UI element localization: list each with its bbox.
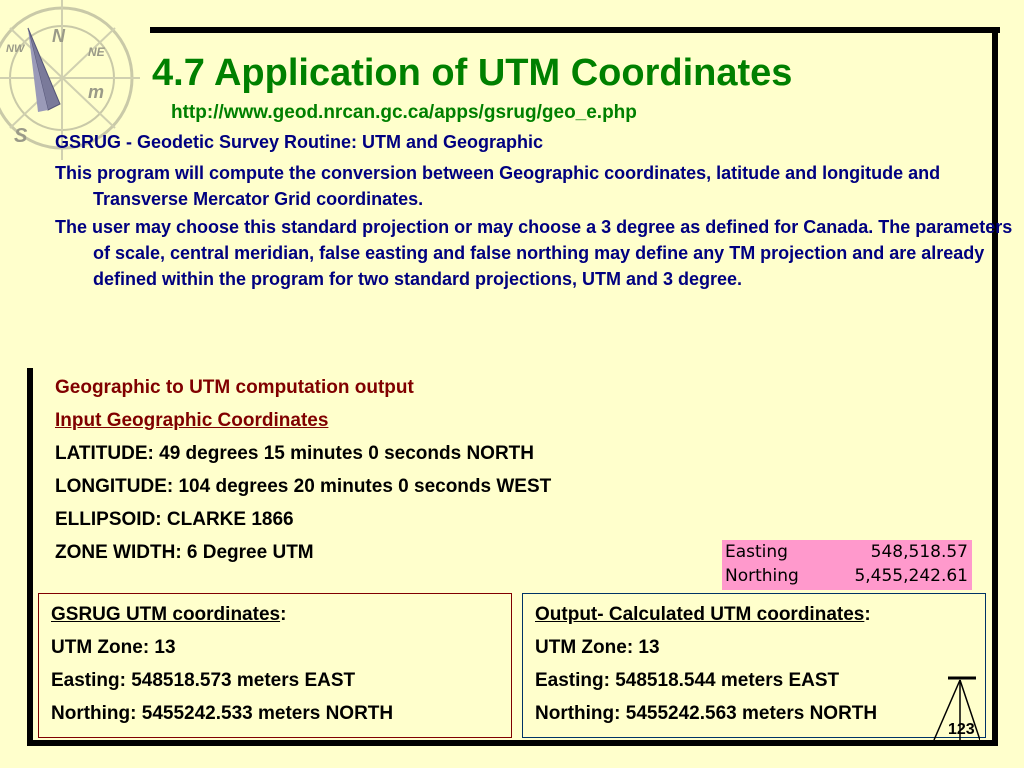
paragraph-projection-options: The user may choose this standard projection or may choose a 3 degree as defined for Canada. The parameters of scale, central meridian, false easting and false northing may define any TM projection and are already defined within the program for two standard projections, UTM and 3 degree. [55,217,1013,289]
latitude-line: LATITUDE: 49 degrees 15 minutes 0 seconds NORTH [55,443,534,464]
compass-n-label: N [52,26,65,46]
compass-m-label: m [88,82,105,102]
longitude-line: LONGITUDE: 104 degrees 20 minutes 0 seconds WEST [55,476,552,497]
input-heading: Input Geographic Coordinates [55,410,329,431]
paragraph-gsrug: GSRUG - Geodetic Survey Routine: UTM and Geographic [55,132,544,152]
gsrug-northing: Northing: 5455242.533 meters NORTH [51,703,394,724]
ellipsoid-line: ELLIPSOID: CLARKE 1866 [55,509,294,530]
compass-ne-label: NE [88,45,105,59]
northing-value: 5,455,242.61 [854,566,968,586]
frame-left-border [27,368,33,746]
output-heading: Geographic to UTM computation output [55,377,414,398]
paragraph-program-description: This program will compute the conversion between Geographic coordinates, latitude and longitude and Transverse Mercator Grid coordinates. [55,163,941,209]
zone-width-line: ZONE WIDTH: 6 Degree UTM [55,542,314,563]
frame-bottom-border [27,740,998,746]
gsrug-easting: Easting: 548518.573 meters EAST [51,670,356,691]
slide-title: 4.7 Application of UTM Coordinates [152,52,793,94]
compass-nw-label: NW [6,43,25,55]
gsrug-zone: UTM Zone: 13 [51,637,176,658]
frame-top-border [150,27,1000,33]
source-url-link[interactable]: http://www.geod.nrcan.gc.ca/apps/gsrug/geo_e.php [171,102,637,123]
output-box-heading: Output- Calculated UTM coordinates: [535,604,871,625]
calculated-values-table [722,540,972,590]
compass-s-label: S [14,125,28,147]
output-easting: Easting: 548518.544 meters EAST [535,670,840,691]
easting-value: 548,518.57 [870,542,968,562]
calculated-utm-box [522,593,986,738]
output-zone: UTM Zone: 13 [535,637,660,658]
gsrug-heading: GSRUG UTM coordinates: [51,604,287,625]
page-number: 123 [948,721,975,738]
table-row [725,540,968,565]
output-northing: Northing: 5455242.563 meters NORTH [535,703,878,724]
northing-label: Northing [725,566,799,586]
table-row [725,564,968,589]
gsrug-utm-box [38,593,512,738]
easting-label: Easting [725,542,788,562]
